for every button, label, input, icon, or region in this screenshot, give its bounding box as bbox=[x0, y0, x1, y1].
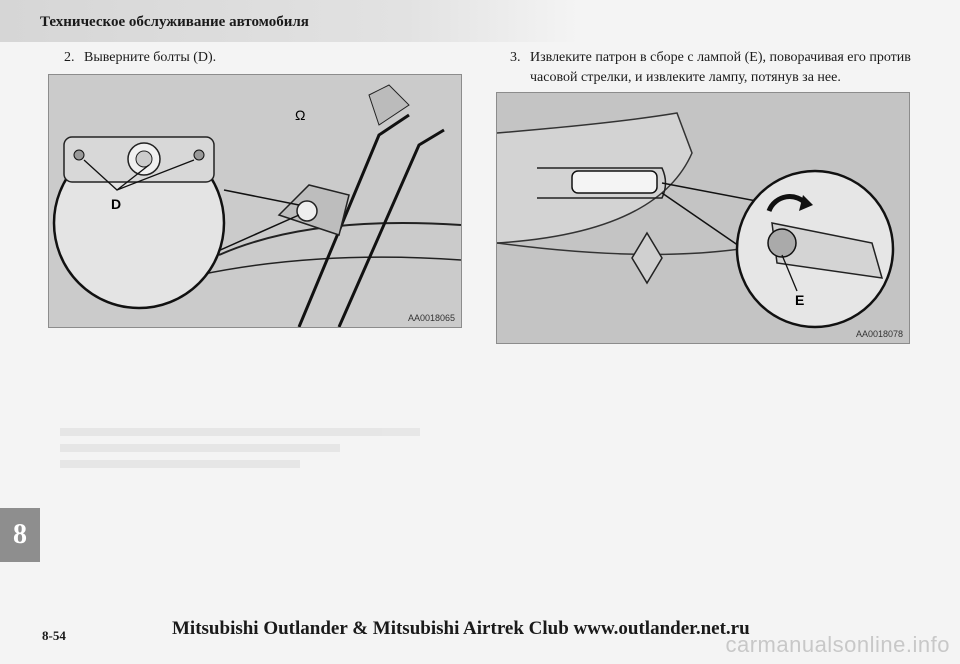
svg-text:Ω: Ω bbox=[295, 107, 306, 123]
step-2 bbox=[64, 48, 216, 68]
figure-lamp bbox=[496, 92, 910, 344]
step-number: 2. bbox=[64, 50, 75, 65]
watermark: carmanualsonline.info bbox=[725, 632, 950, 657]
figure-bolts-illustration bbox=[49, 75, 461, 327]
step-text: Выверните болты (D). bbox=[84, 50, 217, 65]
page-title: Техническое обслуживание автомобиля bbox=[40, 14, 309, 30]
step-3 bbox=[510, 48, 930, 88]
figure-label-d: D bbox=[111, 196, 122, 212]
figure-code: AA0018065 bbox=[407, 313, 455, 323]
footer-text: Mitsubishi Outlander & Mitsubishi Airtrek Club www.outlander.net.ru bbox=[172, 618, 750, 639]
step-text-line2: часовой стрелки, и извлеките лампу, потянув за нее. bbox=[530, 70, 841, 85]
chapter-tab: 8 bbox=[0, 508, 40, 562]
figure-lamp-illustration bbox=[497, 93, 909, 343]
figure-bolts bbox=[48, 74, 462, 328]
page-number: 8-54 bbox=[42, 628, 66, 643]
figure-code: AA0018078 bbox=[855, 329, 903, 339]
figure-label-e: E bbox=[795, 292, 805, 308]
step-text-line1: Извлеките патрон в сборе с лампой (E), поворачивая его против bbox=[530, 50, 911, 65]
bleed-through-text bbox=[60, 420, 460, 480]
step-number: 3. bbox=[510, 50, 521, 65]
